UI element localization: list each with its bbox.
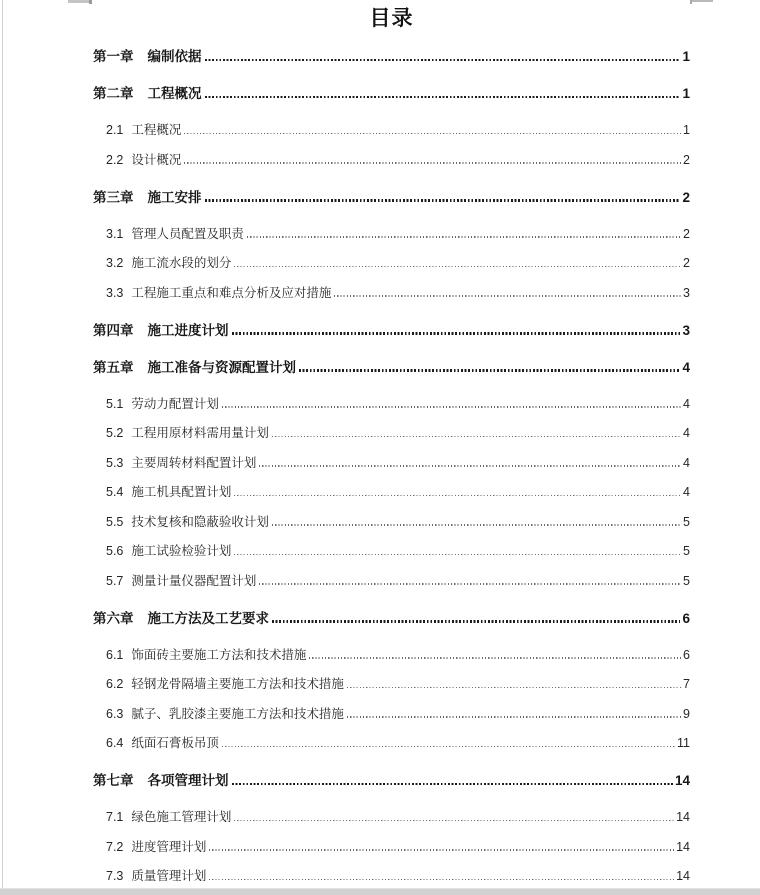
toc-entry-page: 1	[682, 49, 690, 64]
toc-entry[interactable]	[93, 220, 690, 250]
toc-entry-number: 3.1	[106, 226, 124, 241]
toc-entry[interactable]	[93, 419, 690, 449]
dot-leader	[272, 524, 681, 525]
toc-entry-page: 4	[683, 455, 690, 470]
toc-entry-title: 施工流水段的划分	[131, 256, 232, 270]
toc-entry-number: 5.2	[106, 426, 124, 440]
toc-entry-title: 工程概况	[131, 123, 182, 137]
toc-entry[interactable]	[93, 353, 690, 383]
toc-entry-title: 施工安排	[147, 189, 202, 205]
toc-list	[93, 42, 690, 892]
toc-entry-page: 14	[676, 839, 690, 854]
dot-leader	[222, 746, 675, 747]
dot-leader	[299, 369, 680, 371]
toc-entry-title: 管理人员配置及职责	[131, 226, 244, 241]
dot-leader	[234, 554, 681, 555]
toc-entry-title: 工程用原材料需用量计划	[131, 426, 269, 440]
toc-entry[interactable]	[93, 116, 690, 146]
toc-entry-page: 2	[683, 226, 690, 241]
toc-entry-title: 质量管理计划	[131, 869, 207, 883]
toc-entry-number: 5.5	[106, 514, 124, 529]
toc-entry-page: 5	[683, 544, 690, 558]
toc-entry-page: 9	[683, 706, 690, 721]
page-left-border	[2, 0, 3, 888]
toc-entry[interactable]	[93, 146, 690, 176]
toc-entry-title: 编制依据	[147, 49, 202, 64]
toc-entry-number: 第三章	[93, 189, 134, 205]
toc-entry[interactable]	[93, 279, 690, 309]
toc-entry-number: 3.3	[106, 285, 124, 300]
toc-entry-number: 2.1	[106, 123, 124, 137]
toc-entry-number: 6.4	[106, 736, 124, 750]
toc-entry[interactable]	[93, 833, 690, 863]
toc-entry[interactable]	[93, 604, 690, 634]
toc-entry-page: 1	[683, 123, 690, 137]
toc-entry[interactable]	[93, 670, 690, 700]
toc-entry-number: 第四章	[93, 322, 134, 338]
toc-entry-number: 6.2	[106, 677, 124, 691]
toc-entry-number: 5.3	[106, 455, 124, 470]
toc-entry-number: 第一章	[93, 49, 134, 64]
toc-entry-title: 技术复核和隐蔽验收计划	[131, 514, 269, 529]
toc-entry-number: 7.2	[106, 839, 124, 854]
dot-leader	[232, 332, 681, 334]
toc-entry[interactable]	[93, 42, 690, 72]
dot-leader	[205, 59, 681, 61]
ruler-tab-marker	[89, 0, 92, 4]
toc-entry-title: 施工试验检验计划	[131, 544, 232, 558]
toc-entry-number: 5.7	[106, 573, 124, 588]
toc-entry-page: 4	[682, 359, 690, 375]
toc-entry-page: 6	[683, 647, 690, 662]
toc-entry-page: 2	[683, 256, 690, 270]
toc-entry[interactable]	[93, 249, 690, 279]
dot-leader	[205, 96, 681, 98]
dot-leader	[184, 162, 681, 163]
toc-entry-number: 3.2	[106, 256, 124, 270]
dot-leader	[272, 436, 681, 437]
toc-entry[interactable]	[93, 478, 690, 508]
toc-entry[interactable]	[93, 729, 690, 759]
toc-entry-page: 4	[683, 426, 690, 440]
toc-entry[interactable]	[93, 766, 690, 796]
toc-entry[interactable]	[93, 449, 690, 479]
toc-entry-title: 设计概况	[131, 152, 182, 167]
toc-entry-page: 5	[683, 573, 690, 588]
dot-leader	[184, 133, 681, 134]
dot-leader	[234, 266, 681, 267]
toc-entry[interactable]	[93, 508, 690, 538]
toc-entry-page: 5	[683, 514, 690, 529]
toc-entry-number: 第五章	[93, 359, 134, 375]
dot-leader	[247, 236, 681, 237]
dot-leader	[222, 406, 681, 407]
toc-entry-title: 劳动力配置计划	[131, 396, 219, 411]
toc-entry[interactable]	[93, 641, 690, 671]
toc-entry-title: 主要周转材料配置计划	[131, 455, 257, 470]
toc-entry-number: 5.1	[106, 396, 124, 411]
toc-entry[interactable]	[93, 79, 690, 109]
dot-leader	[334, 295, 681, 296]
toc-entry-title: 各项管理计划	[147, 773, 229, 788]
dot-leader	[234, 495, 681, 496]
toc-entry-page: 7	[683, 677, 690, 691]
toc-entry-number: 7.3	[106, 869, 124, 883]
dot-leader	[259, 583, 681, 584]
dot-leader	[209, 879, 674, 880]
toc-entry-title: 绿色施工管理计划	[131, 810, 232, 824]
page-title: 目录	[369, 7, 414, 30]
toc-entry-page: 14	[676, 869, 690, 883]
dot-leader	[347, 687, 681, 688]
toc-entry-title: 测量计量仪器配置计划	[131, 573, 257, 588]
toc-entry-page: 3	[683, 285, 690, 300]
toc-entry-title: 腻子、乳胶漆主要施工方法和技术措施	[131, 706, 344, 721]
dot-leader	[347, 716, 681, 717]
toc-entry-number: 7.1	[106, 810, 124, 824]
toc-entry-title: 纸面石膏板吊顶	[131, 736, 219, 750]
toc-entry-number: 6.1	[106, 647, 124, 662]
toc-entry-number: 6.3	[106, 706, 124, 721]
toc-entry-number: 第六章	[93, 610, 134, 626]
toc-entry[interactable]	[93, 316, 690, 346]
toc-entry-number: 5.6	[106, 544, 124, 558]
bottom-chrome-bar	[0, 888, 760, 895]
toc-entry-page: 2	[682, 189, 690, 205]
toc-entry-title: 施工方法及工艺要求	[147, 610, 269, 626]
toc-entry-page: 1	[682, 86, 690, 101]
toc-entry-title: 施工机具配置计划	[131, 485, 232, 499]
toc-entry-page: 4	[683, 396, 690, 411]
toc-entry-title: 轻钢龙骨隔墙主要施工方法和技术措施	[131, 677, 344, 691]
toc-entry[interactable]	[93, 537, 690, 567]
dot-leader	[272, 620, 680, 622]
toc-entry[interactable]	[93, 567, 690, 597]
toc-entry-number: 第二章	[93, 86, 134, 101]
toc-entry-title: 施工准备与资源配置计划	[147, 359, 296, 375]
toc-entry-title: 饰面砖主要施工方法和技术措施	[131, 647, 307, 662]
toc-entry[interactable]	[93, 803, 690, 833]
dot-leader	[259, 465, 681, 466]
dot-leader	[234, 820, 674, 821]
dot-leader	[309, 657, 681, 658]
dot-leader	[205, 199, 681, 201]
toc-entry[interactable]	[93, 390, 690, 420]
toc-entry-title: 工程概况	[147, 86, 202, 101]
dot-leader	[232, 783, 673, 785]
toc-entry-page: 6	[682, 610, 690, 626]
toc-entry-page: 2	[683, 152, 690, 167]
toc-entry-page: 11	[677, 736, 690, 750]
toc-entry-page: 14	[674, 773, 690, 788]
toc-entry-title: 施工进度计划	[147, 322, 229, 338]
scrollbar-tick	[690, 0, 692, 4]
toc-entry-number: 5.4	[106, 485, 124, 499]
toc-entry-title: 工程施工重点和难点分析及应对措施	[131, 285, 332, 300]
toc-entry-page: 3	[682, 322, 690, 338]
toc-entry-number: 2.2	[106, 152, 124, 167]
toc-entry[interactable]	[93, 183, 690, 213]
toc-entry-page: 14	[676, 810, 690, 824]
toc-entry-number: 第七章	[93, 773, 134, 788]
toc-entry[interactable]	[93, 700, 690, 730]
toc-content	[93, 0, 690, 892]
toc-entry-title: 进度管理计划	[131, 839, 207, 854]
scrollbar-fragment	[690, 0, 713, 2]
dot-leader	[209, 849, 674, 850]
toc-entry-page: 4	[683, 485, 690, 499]
